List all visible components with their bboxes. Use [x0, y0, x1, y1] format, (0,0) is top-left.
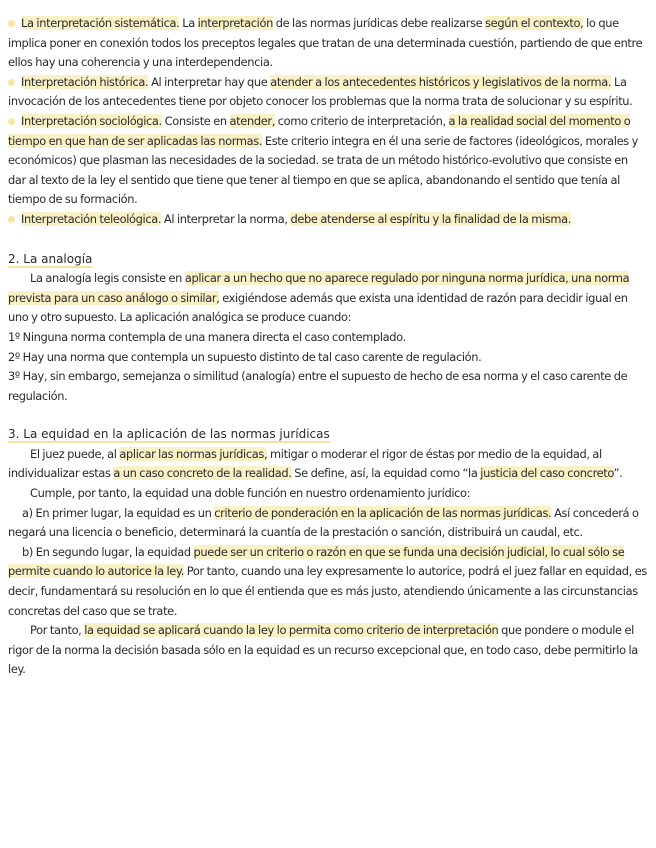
- term-title: Interpretación histórica.: [21, 74, 149, 89]
- paragraph-equidad-funcion: Cumple, por tanto, la equidad una doble función en nuestro ordenamiento jurídico:: [30, 486, 471, 501]
- paragraph-interpretacion-sistematica: La interpretación sistemática. La interpretación de las normas jurídicas debe realizarse según el contexto, lo que implica poner en conexión todos los preceptos legales que tratan de una determinada cuestión, partiendo de que entre ellos hay una coherencia y una interdependencia.: [8, 16, 643, 70]
- list-item: 3º Hay, sin embargo, semejanza o similitud (analogía) entre el supuesto de hecho de esa norma y el caso carente de regulación.: [8, 369, 628, 403]
- paragraph-equidad-decision: b) En segundo lugar, la equidad puede ser un criterio o razón en que se funda una decisión judicial, lo cual sólo se permite cuando lo autorice la ley. Por tanto, cuando una ley expresamente lo autorice, podrá el juez fallar en equidad, es decir, fundamentará su resolución en lo que él entienda que es más justo, atendiendo únicamente a las circunstancias concretas del caso que se trate.: [8, 544, 647, 618]
- paragraph-equidad-definicion: El juez puede, al aplicar las normas jurídicas, mitigar o moderar el rigor de éstas por medio de la equidad, al individualizar estas a un caso concreto de la realidad. Se define, así, la equidad como “la justicia del caso concreto”.: [8, 446, 623, 481]
- spacer: [8, 230, 648, 250]
- bullet-icon: [8, 20, 15, 27]
- term-title: Interpretación sociológica.: [21, 113, 162, 128]
- paragraph-equidad-conclusion: Por tanto, la equidad se aplicará cuando la ley lo permita como criterio de interpretación que pondere o module el rigor de la norma la decisión basada sólo en la equidad es un recurso excepcional que, en todo caso, debe permitirlo la ley.: [8, 623, 638, 677]
- paragraph-equidad-ponderacion: a) En primer lugar, la equidad es un criterio de ponderación en la aplicación de las normas jurídicas. Así concederá o negará una licencia o beneficio, determinará la cuantía de la prestación o sanción, distribuirá un caudal, etc.: [8, 505, 639, 540]
- paragraph-interpretacion-sociologica: Interpretación sociológica. Consiste en atender, como criterio de interpretación, a la realidad social del momento o tiempo en que han de ser aplicadas las normas. Este criterio integra en él una serie de factores (ideológicos, morales y económicos) que plasman las necesidades de la sociedad. se trata de un método histórico-evolutivo que consiste en dar al texto de la ley el sentido que tiene que tener al tiempo en que se aplica, abandonando el sentido que tenía al tiempo de su formación.: [8, 113, 639, 207]
- term-title: Interpretación teleológica.: [21, 211, 162, 226]
- paragraph-interpretacion-historica: Interpretación histórica. Al interpretar hay que atender a los antecedentes históricos y legislativos de la norma. La invocación de los antecedentes tiene por objeto conocer los problemas que la norma trata de solucionar y su espíritu.: [8, 74, 633, 109]
- spacer: [8, 406, 648, 425]
- term-title: La interpretación sistemática.: [21, 16, 180, 30]
- bullet-icon: [8, 118, 15, 125]
- section-heading-equidad: 3. La equidad en la aplicación de las normas jurídicas: [8, 427, 330, 442]
- bullet-icon: [8, 79, 15, 86]
- paragraph-analogia: La analogía legis consiste en aplicar a un hecho que no aparece regulado por ninguna norma jurídica, una norma prevista para un caso análogo o similar, exigiéndose además que exista una identidad de razón para decidir igual en uno y otro supuesto. La aplicación analógica se produce cuando:: [8, 271, 630, 325]
- section-heading-analogia: 2. La analogía: [8, 251, 93, 266]
- paragraph-interpretacion-teleologica: Interpretación teleológica. Al interpretar la norma, debe atenderse al espíritu y la finalidad de la misma.: [8, 210, 648, 230]
- list-item: 1º Ninguna norma contempla de una manera directa el caso contemplado.: [8, 329, 406, 344]
- bullet-icon: [8, 216, 15, 223]
- list-item: 2º Hay una norma que contempla un supuesto distinto de tal caso carente de regulación.: [8, 349, 482, 364]
